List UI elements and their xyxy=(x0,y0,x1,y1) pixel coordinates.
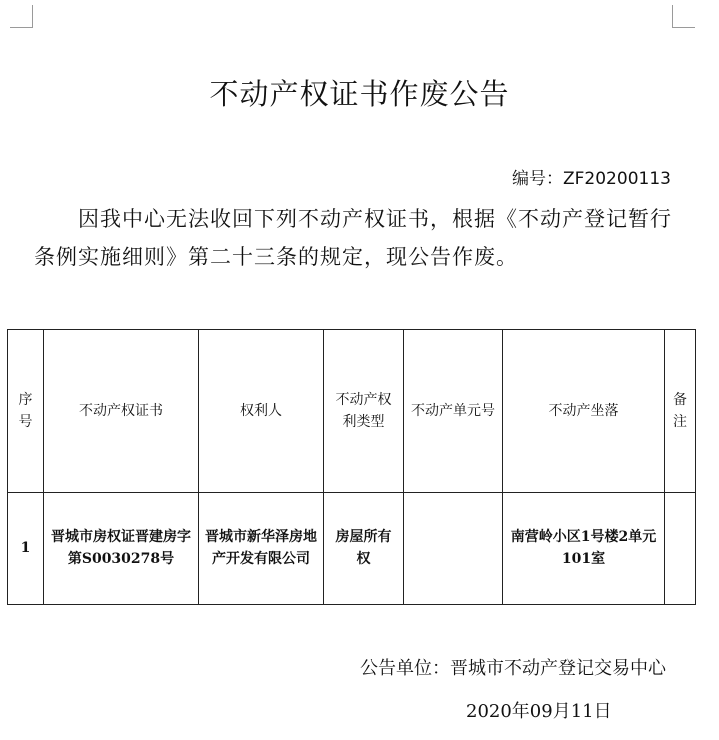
document-number: 编号：ZF20200113 xyxy=(512,169,671,189)
header-index: 序号 xyxy=(8,330,44,493)
header-location: 不动产坐落 xyxy=(503,330,665,493)
cell-right-type: 房屋所有权 xyxy=(324,492,404,604)
table-header-row xyxy=(8,330,696,493)
page-title: 不动产权证书作废公告 xyxy=(209,77,510,111)
header-right-type: 不动产权利类型 xyxy=(324,330,404,493)
page-corner-mark-top-left xyxy=(10,5,33,28)
table-row xyxy=(8,492,696,604)
announcement-body: 因我中心无法收回下列不动产权证书，根据《不动产登记暂行条例实施细则》第二十三条的规定，现公告作废。 xyxy=(34,207,672,269)
page-corner-mark-top-right xyxy=(672,5,695,28)
announcing-organization: 公告单位：晋城市不动产登记交易中心 xyxy=(360,658,666,679)
cell-index: 1 xyxy=(8,492,44,604)
cell-unit-number xyxy=(404,492,503,604)
cell-remark xyxy=(665,492,696,604)
header-remark: 备注 xyxy=(665,330,696,493)
header-owner: 权利人 xyxy=(199,330,324,493)
announcement-date: 2020年09月11日 xyxy=(466,701,612,722)
header-certificate: 不动产权证书 xyxy=(44,330,199,493)
cell-owner: 晋城市新华泽房地产开发有限公司 xyxy=(199,492,324,604)
cell-certificate: 晋城市房权证晋建房字第S0030278号 xyxy=(44,492,199,604)
header-unit-number: 不动产单元号 xyxy=(404,330,503,493)
certificate-table xyxy=(7,329,696,605)
cell-location: 南营岭小区1号楼2单元101室 xyxy=(503,492,665,604)
